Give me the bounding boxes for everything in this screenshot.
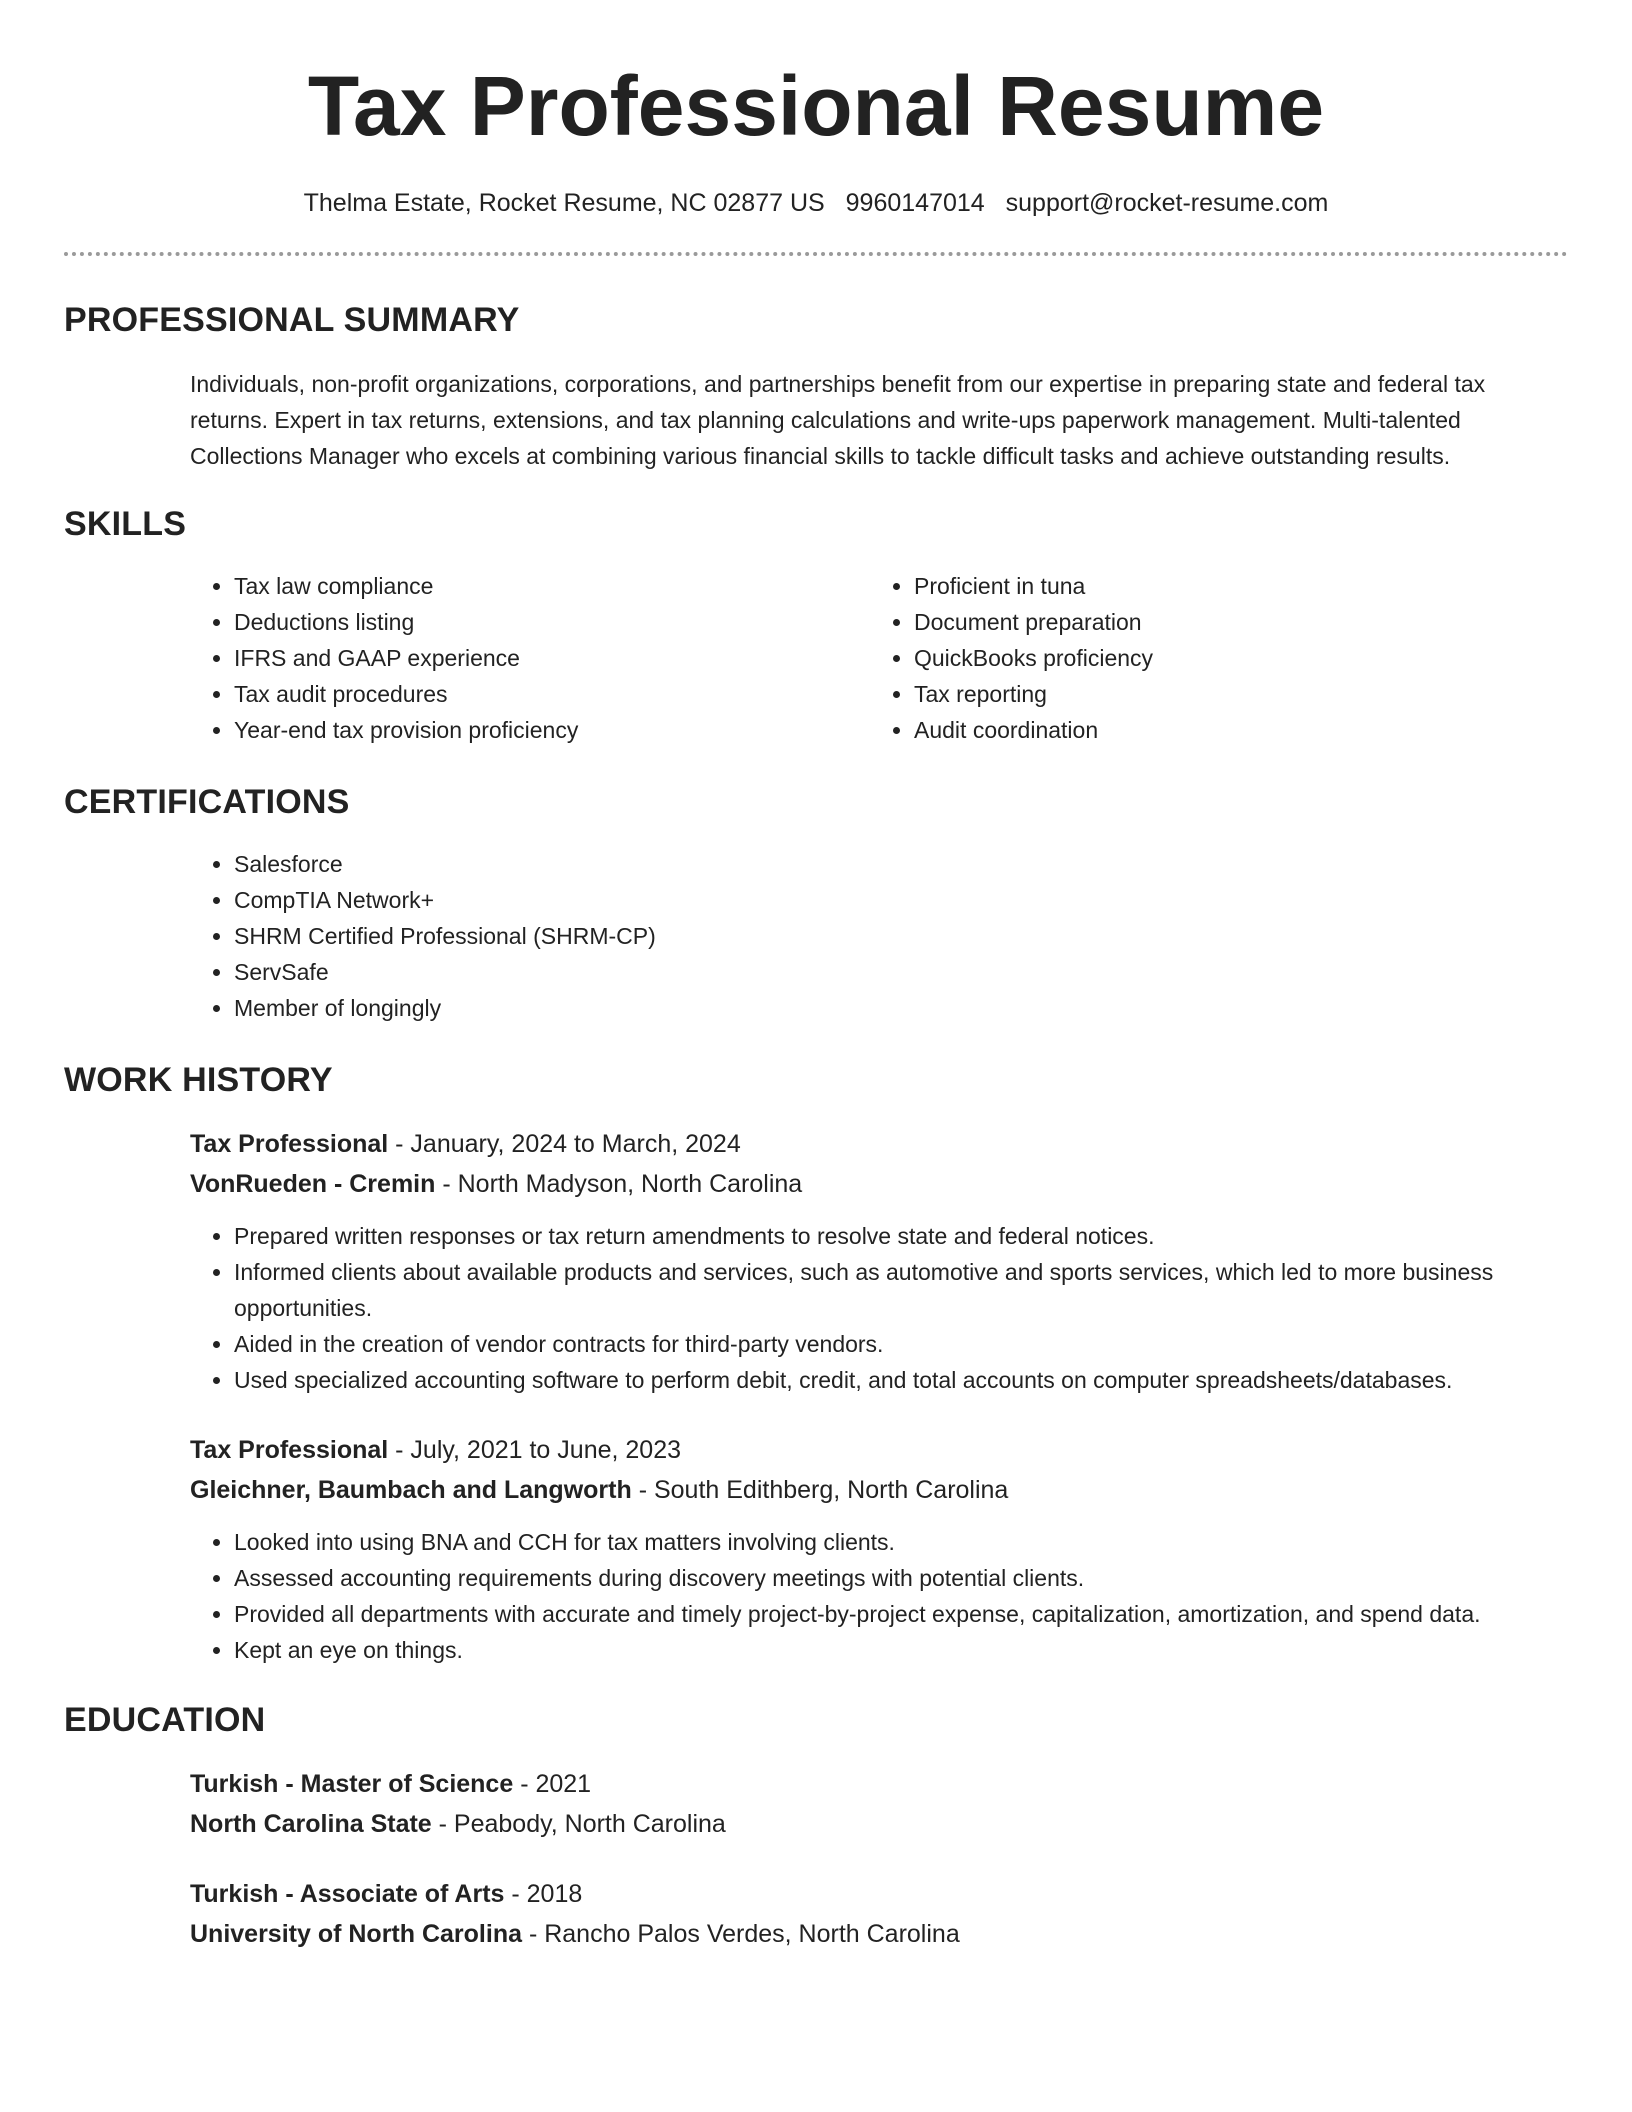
job-dates: - July, 2021 to June, 2023 — [388, 1436, 682, 1464]
school-line — [190, 1914, 1568, 1954]
education-entry — [190, 1874, 1568, 1954]
work-history-heading: WORK HISTORY — [64, 1061, 333, 1099]
education-section — [64, 1700, 1568, 1954]
degree-line — [190, 1764, 1568, 1804]
job-bullet: • Kept an eye on things. — [234, 1632, 1568, 1668]
skill-item: • IFRS and GAAP experience — [234, 640, 870, 676]
contact-phone: 9960147014 — [845, 189, 985, 217]
job-bullet: • Provided all departments with accurate and timely project-by-project expense, capitalization, amortization, and spend data. — [234, 1596, 1568, 1632]
certifications-heading: CERTIFICATIONS — [64, 783, 350, 821]
contact-line — [64, 188, 1568, 218]
degree-year: - 2021 — [513, 1770, 592, 1798]
contact-address: Thelma Estate, Rocket Resume, NC 02877 US — [303, 189, 825, 217]
job-entry — [190, 1430, 1568, 1668]
certification-item: • CompTIA Network+ — [234, 882, 1568, 918]
school-location: - Rancho Palos Verdes, North Carolina — [522, 1920, 960, 1948]
skill-item: • Document preparation — [914, 604, 1153, 640]
school-location: - Peabody, North Carolina — [431, 1810, 726, 1838]
education-entry — [190, 1764, 1568, 1844]
certification-item: • ServSafe — [234, 954, 1568, 990]
certifications-list — [190, 846, 1568, 1026]
job-company: VonRueden - Cremin — [190, 1170, 436, 1198]
skills-list-right — [870, 568, 1153, 748]
job-bullet: • Used specialized accounting software to perform debit, credit, and total accounts on computer spreadsheets/databases. — [234, 1362, 1568, 1398]
job-bullets — [190, 1524, 1568, 1668]
job-bullet: • Looked into using BNA and CCH for tax matters involving clients. — [234, 1524, 1568, 1560]
skill-item: • Tax reporting — [914, 676, 1153, 712]
education-heading: EDUCATION — [64, 1701, 266, 1739]
job-bullets — [190, 1218, 1568, 1398]
job-company-line — [190, 1164, 1568, 1204]
job-company: Gleichner, Baumbach and Langworth — [190, 1476, 632, 1504]
skill-item: • Tax law compliance — [234, 568, 870, 604]
skill-item: • Year-end tax provision proficiency — [234, 712, 870, 748]
skill-item: • Deductions listing — [234, 604, 870, 640]
resume-title: Tax Professional Resume — [307, 59, 1325, 153]
job-location: - North Madyson, North Carolina — [435, 1170, 803, 1198]
job-bullet: • Aided in the creation of vendor contracts for third-party vendors. — [234, 1326, 1568, 1362]
school: North Carolina State — [190, 1810, 432, 1838]
skill-item: • QuickBooks proficiency — [914, 640, 1153, 676]
summary-heading: PROFESSIONAL SUMMARY — [64, 301, 520, 339]
job-entry — [190, 1124, 1568, 1398]
certification-item: • SHRM Certified Professional (SHRM-CP) — [234, 918, 1568, 954]
job-title-line — [190, 1124, 1568, 1164]
degree: Turkish - Master of Science — [190, 1770, 514, 1798]
certifications-section — [64, 782, 1568, 1026]
skills-grid — [64, 568, 1568, 748]
skill-item: • Proficient in tuna — [914, 568, 1153, 604]
job-bullet: • Informed clients about available products and services, such as automotive and sports services, which led to more business opportunities. — [234, 1254, 1568, 1326]
skill-item: • Audit coordination — [914, 712, 1153, 748]
job-dates: - January, 2024 to March, 2024 — [388, 1130, 741, 1158]
job-bullet: • Assessed accounting requirements during discovery meetings with potential clients. — [234, 1560, 1568, 1596]
job-title: Tax Professional — [190, 1436, 389, 1464]
header-divider — [64, 252, 1568, 256]
job-bullet: • Prepared written responses or tax return amendments to resolve state and federal notices. — [234, 1218, 1568, 1254]
skills-list-left — [190, 568, 870, 748]
job-title-line — [190, 1430, 1568, 1470]
job-title: Tax Professional — [190, 1130, 389, 1158]
skills-section — [64, 504, 1568, 748]
job-location: - South Edithberg, North Carolina — [631, 1476, 1009, 1504]
certification-item: • Salesforce — [234, 846, 1568, 882]
school: University of North Carolina — [190, 1920, 522, 1948]
summary-section — [64, 300, 1568, 474]
job-company-line — [190, 1470, 1568, 1510]
skills-heading: SKILLS — [64, 505, 187, 543]
degree-year: - 2018 — [504, 1880, 583, 1908]
skill-item: • Tax audit procedures — [234, 676, 870, 712]
work-history-section — [64, 1060, 1568, 1668]
school-line — [190, 1804, 1568, 1844]
contact-email: support@rocket-resume.com — [1005, 189, 1329, 217]
degree-line — [190, 1874, 1568, 1914]
degree: Turkish - Associate of Arts — [190, 1880, 505, 1908]
certification-item: • Member of longingly — [234, 990, 1568, 1026]
summary-text: Individuals, non-profit organizations, corporations, and partnerships benefit from our expertise in preparing state and federal tax returns. Expert in tax returns, extensions, and tax planning calculations and write-ups paperwork management. Multi-talented Collections Manager who excels at combining various financial skills to tackle difficult tasks and achieve outstanding results. — [190, 371, 1486, 469]
